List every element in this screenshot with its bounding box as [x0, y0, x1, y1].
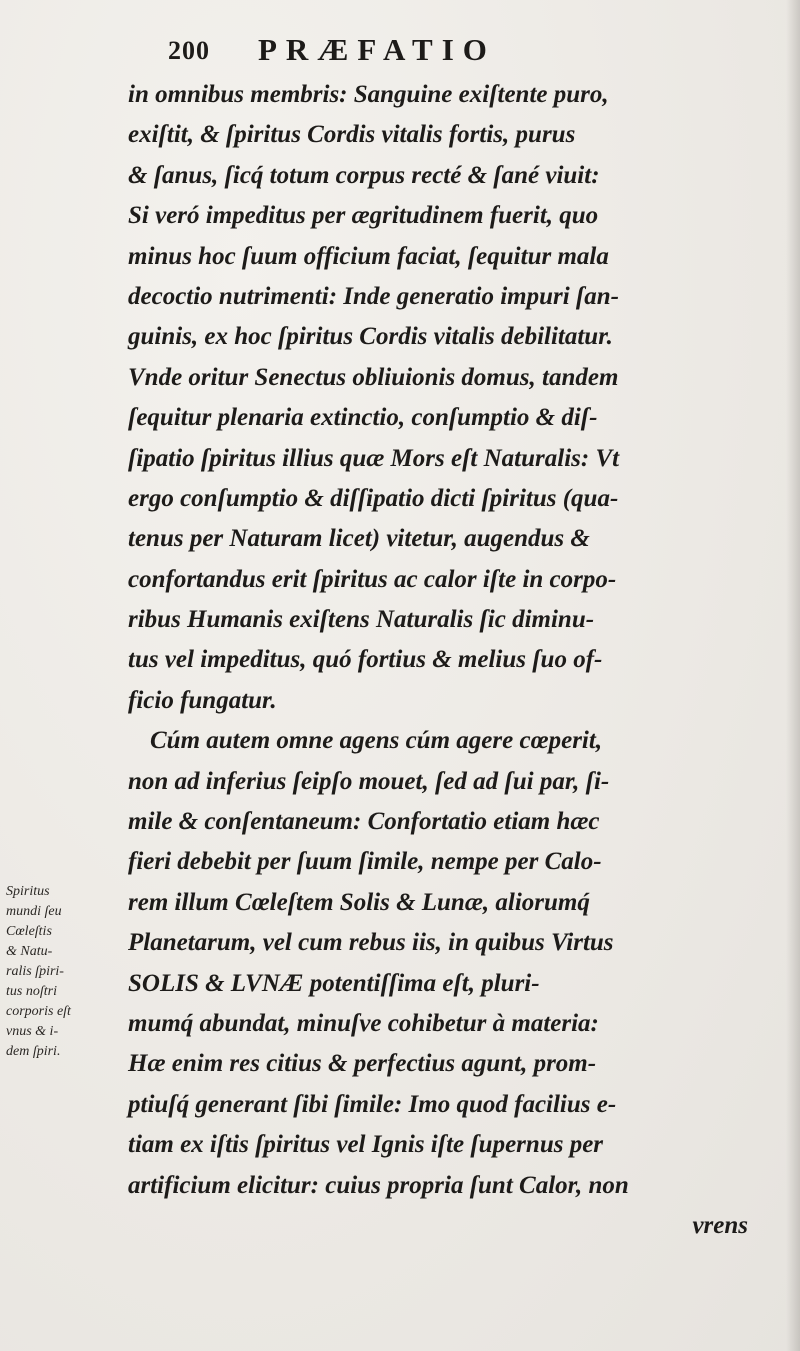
page-edge-shadow	[786, 0, 800, 1351]
text-line: Vnde oritur Senectus obliuionis domus, tandem	[128, 363, 619, 391]
margin-note-line: dem ſpiri.	[6, 1044, 61, 1059]
text-line: ribus Humanis exiſtens Naturalis ſic diminu-	[128, 606, 595, 634]
margin-note-line: vnus & i-	[6, 1024, 59, 1039]
text-line: mile & conſentaneum: Confortatio etiam hæc	[128, 808, 600, 836]
text-line: ficio fungatur.	[128, 686, 277, 714]
text-line: minus hoc ſuum officium faciat, ſequitur mala	[128, 242, 609, 270]
text-line: Cúm autem omne agens cúm agere cœperit,	[150, 727, 603, 755]
body-text	[128, 75, 768, 1246]
text-line: guinis, ex hoc ſpiritus Cordis vitalis debilitatur.	[128, 323, 613, 351]
margin-note-line: ralis ſpiri-	[6, 964, 64, 979]
text-line: fieri debebit per ſuum ſimile, nempe per Calo-	[128, 848, 602, 876]
text-line: Si veró impeditus per ægritudinem fuerit, quo	[128, 202, 599, 230]
margin-note-line: Cœleſtis	[6, 924, 52, 939]
margin-note-line: & Natu-	[6, 944, 53, 959]
text-line: in omnibus membris: Sanguine exiſtente puro,	[128, 81, 609, 108]
text-line: Hæ enim res citius & perfectius agunt, prom-	[128, 1050, 597, 1078]
text-line: artificium elicitur: cuius propria ſunt Calor, non	[128, 1171, 629, 1199]
running-head	[0, 32, 800, 72]
text-line: tus vel impeditus, quó fortius & melius ſuo of-	[128, 646, 603, 674]
page-number: 200	[168, 36, 210, 65]
text-line: ptiuſq́ generant ſibi ſimile: Imo quod facilius e-	[128, 1090, 617, 1118]
catchword: vrens	[692, 1211, 748, 1239]
text-line: tenus per Naturam licet) vitetur, augendus &	[128, 525, 590, 553]
text-line: tiam ex iſtis ſpiritus vel Ignis iſte ſupernus per	[128, 1131, 604, 1159]
text-line: non ad inferius ſeipſo mouet, ſed ad ſui par, ſi-	[128, 767, 610, 795]
text-line: Planetarum, vel cum rebus iis, in quibus Virtus	[128, 929, 614, 957]
text-line: mumq́ abundat, minuſve cohibetur à materia:	[128, 1009, 599, 1037]
text-line: ergo conſumptio & diſſipatio dicti ſpiritus (qua-	[128, 484, 619, 512]
margin-note-line: tus noſtri	[6, 984, 57, 999]
margin-note-line: corporis eſt	[6, 1004, 71, 1019]
text-line: rem illum Cœleſtem Solis & Lunæ, aliorumq́	[128, 888, 590, 916]
margin-note-line: Spiritus	[6, 884, 50, 899]
running-title: PRÆFATIO	[258, 32, 496, 67]
text-line: & ſanus, ſicq́ totum corpus recté & ſané viuit:	[128, 161, 600, 189]
text-line: ſequitur plenaria extinctio, conſumptio & diſ-	[128, 404, 598, 432]
text-line: confortandus erit ſpiritus ac calor iſte in corpo-	[128, 565, 617, 593]
text-line: SOLIS & LVNÆ potentiſſima eſt, pluri-	[128, 969, 540, 997]
text-line: exiſtit, & ſpiritus Cordis vitalis fortis, purus	[128, 121, 576, 149]
text-line: decoctio nutrimenti: Inde generatio impuri ſan-	[128, 282, 619, 310]
text-line: ſipatio ſpiritus illius quæ Mors eſt Naturalis: Vt	[128, 444, 620, 472]
margin-note	[6, 882, 124, 1062]
margin-note-line: mundi ſeu	[6, 904, 62, 919]
